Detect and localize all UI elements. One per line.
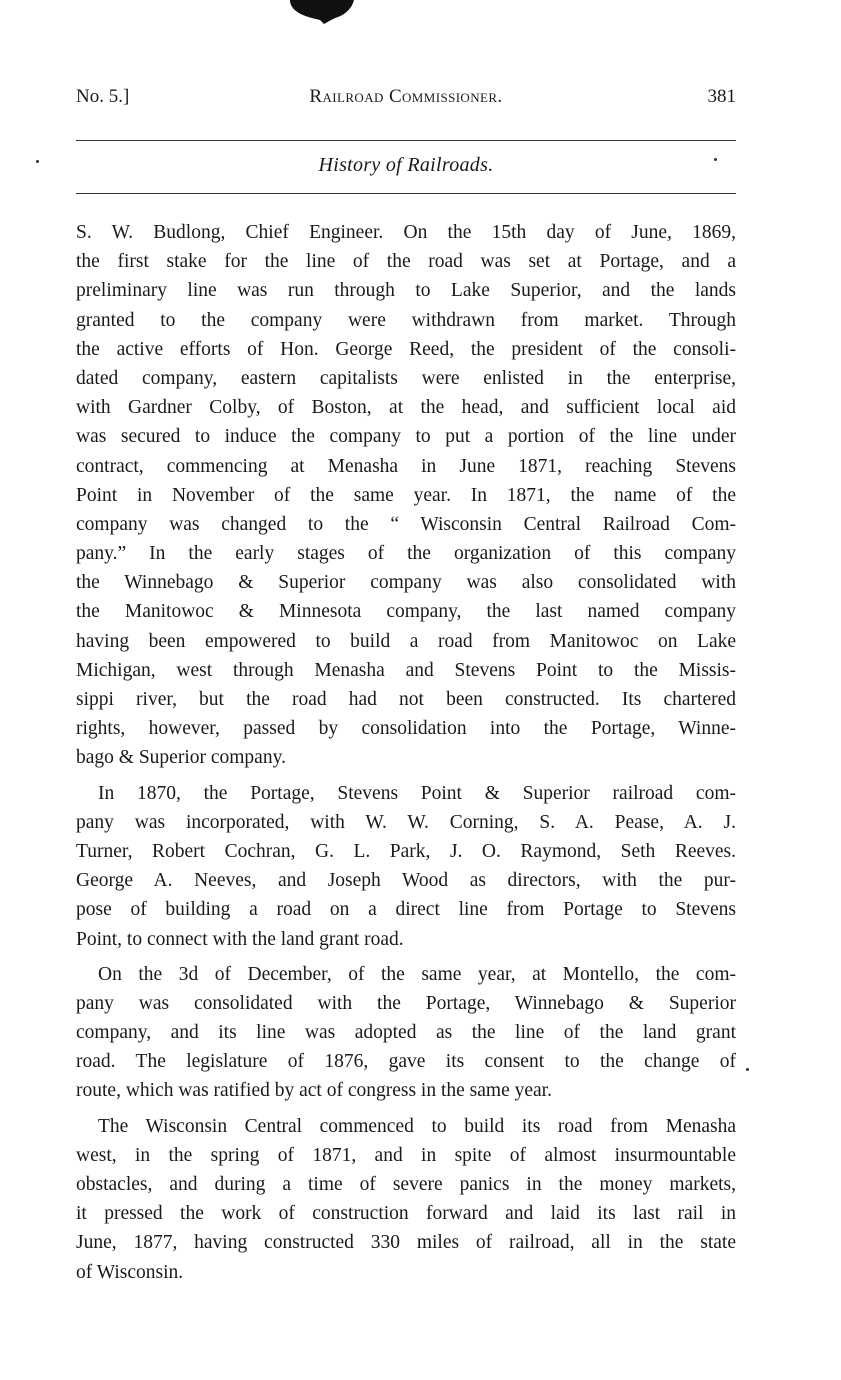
running-head — [76, 86, 736, 116]
text-line: Point in November of the same year. In 1871, the name of the — [76, 484, 736, 506]
text-line: Turner, Robert Cochran, G. L. Park, J. O. Raymond, Seth Reeves. — [76, 840, 736, 862]
text-line: pany was incorporated, with W. W. Corning, S. A. Pease, A. J. — [76, 811, 736, 833]
text-line: June, 1877, having constructed 330 miles of railroad, all in the state — [76, 1232, 736, 1254]
text-line: the Winnebago & Superior company was also consolidated with — [76, 572, 736, 594]
text-line: obstacles, and during a time of severe panics in the money markets, — [76, 1174, 736, 1195]
text-line: the first stake for the line of the road was set at Portage, and a — [76, 251, 736, 273]
top-rule — [76, 140, 736, 141]
running-title: Railroad Commissioner. — [309, 86, 503, 107]
text-line: Michigan, west through Menasha and Stevens Point to the Missis- — [76, 659, 736, 681]
text-line: was secured to induce the company to put a portion of the line under — [76, 426, 736, 448]
paragraph — [76, 218, 736, 773]
scan-speck — [36, 160, 39, 163]
text-line: granted to the company were withdrawn from market. Through — [76, 309, 736, 331]
text-line: route, which was ratified by act of congress in the same year. — [76, 1080, 552, 1102]
text-line: company, and its line was adopted as the line of the land grant — [76, 1022, 736, 1044]
section-title: History of Railroads. — [318, 154, 494, 176]
ink-blot — [288, 0, 356, 24]
text-line: S. W. Budlong, Chief Engineer. On the 15th day of June, 1869, — [76, 222, 736, 243]
paragraph — [76, 960, 736, 1106]
page-number: 381 — [707, 86, 736, 107]
text-line: contract, commencing at Menasha in June 1871, reaching Stevens — [76, 455, 736, 477]
paragraph — [76, 1112, 736, 1287]
text-line: sippi river, but the road had not been constructed. Its chartered — [76, 689, 736, 710]
text-line: company was changed to the “ Wisconsin Central Railroad Com- — [76, 513, 736, 535]
text-line: the active efforts of Hon. George Reed, the president of the consoli- — [76, 338, 736, 360]
text-line: having been empowered to build a road from Manitowoc on Lake — [76, 630, 736, 652]
text-line: rights, however, passed by consolidation into the Portage, Winne- — [76, 718, 736, 740]
text-line: preliminary line was run through to Lake Superior, and the lands — [76, 280, 736, 302]
text-line: On the 3d of December, of the same year, at Montello, the com- — [98, 963, 736, 985]
body-text — [76, 218, 736, 1287]
text-line: pany was consolidated with the Portage, Winnebago & Superior — [76, 992, 736, 1014]
text-line: George A. Neeves, and Joseph Wood as directors, with the pur- — [76, 870, 736, 892]
text-line: with Gardner Colby, of Boston, at the head, and sufficient local aid — [76, 397, 736, 419]
bottom-rule — [76, 193, 736, 194]
text-line: road. The legislature of 1876, gave its consent to the change of — [76, 1051, 736, 1073]
text-line: of Wisconsin. — [76, 1261, 184, 1283]
text-line: pany.” In the early stages of the organization of this company — [76, 543, 736, 565]
scan-speck — [714, 158, 717, 161]
text-line: west, in the spring of 1871, and in spite of almost insurmountable — [76, 1144, 736, 1166]
text-line: pose of building a road on a direct line from Portage to Stevens — [76, 899, 736, 921]
text-line: Point, to connect with the land grant road. — [76, 928, 404, 950]
document-number: No. 5.] — [76, 86, 130, 107]
text-line: the Manitowoc & Minnesota company, the last named company — [76, 601, 736, 623]
text-line: The Wisconsin Central commenced to build its road from Menasha — [98, 1115, 736, 1137]
text-line: it pressed the work of construction forward and laid its last rail in — [76, 1203, 736, 1225]
text-line: In 1870, the Portage, Stevens Point & Superior railroad com- — [98, 782, 736, 804]
paragraph — [76, 779, 736, 954]
text-line: dated company, eastern capitalists were enlisted in the enterprise, — [76, 367, 736, 389]
scan-speck — [746, 1068, 749, 1071]
text-line: bago & Superior company. — [76, 747, 286, 769]
